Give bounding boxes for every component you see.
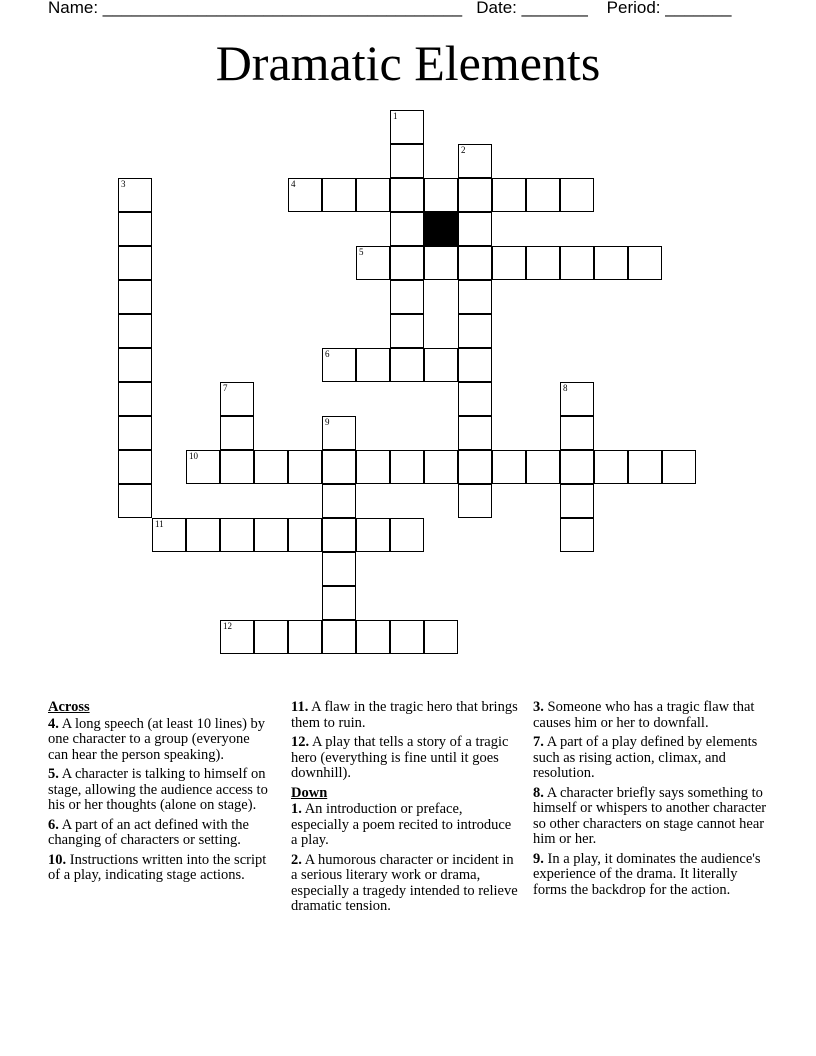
grid-cell[interactable] [458,348,492,382]
grid-cell[interactable] [424,246,458,280]
grid-cell[interactable] [288,620,322,654]
clues-column-3 [533,700,769,902]
grid-cell[interactable] [118,382,152,416]
grid-cell[interactable] [390,620,424,654]
clue-down-8 [533,786,769,848]
grid-cell[interactable] [424,620,458,654]
down-heading: Down [291,784,328,801]
grid-cell[interactable] [424,348,458,382]
grid-cell[interactable] [288,178,322,212]
grid-cell[interactable] [390,246,424,280]
grid-cell[interactable] [322,416,356,450]
clue-text: A humorous character or incident in a serious literary work or drama, especially a tragedy intended to relieve dramatic tension. [291,851,518,914]
grid-cell[interactable] [390,212,424,246]
grid-cell[interactable] [220,416,254,450]
grid-cell[interactable] [356,178,390,212]
clue-text: A play that tells a story of a tragic hero (everything is fine until it goes downhill). [291,734,509,781]
grid-cell[interactable] [186,518,220,552]
clue-text: A character briefly says something to himself or whispers to another character so other characters on stage cannot hear him or her. [533,784,767,847]
grid-cell[interactable] [458,178,492,212]
grid-cell[interactable] [322,450,356,484]
clue-across-12 [291,735,521,782]
clue-across-10 [48,853,272,884]
clue-number: 10. [48,851,67,868]
grid-cell[interactable] [288,450,322,484]
clue-down-7 [533,735,769,782]
grid-cell[interactable] [458,484,492,518]
clues-column-2 [291,700,521,919]
grid-cell[interactable] [118,450,152,484]
black-square [424,212,458,246]
clue-across-5 [48,767,272,814]
grid-cell[interactable] [594,450,628,484]
grid-cell[interactable] [322,484,356,518]
grid-cell[interactable] [390,518,424,552]
cell-number: 7 [223,383,228,393]
grid-cell[interactable] [492,246,526,280]
clue-number: 3. [533,699,544,715]
grid-cell[interactable] [526,178,560,212]
grid-cell[interactable] [288,518,322,552]
grid-cell[interactable] [458,212,492,246]
grid-cell[interactable] [390,144,424,178]
grid-cell[interactable] [424,178,458,212]
clue-text: A character is talking to himself on stage, allowing the audience access to his or her thoughts (alone on stage). [48,766,268,813]
grid-cell[interactable] [322,518,356,552]
clue-down-3 [533,700,769,731]
grid-cell[interactable] [560,450,594,484]
clue-down-2 [291,853,521,915]
grid-cell[interactable] [118,348,152,382]
clue-across-11 [291,700,521,731]
across-heading: Across [48,699,90,715]
clue-number: 4. [48,715,59,732]
clue-text: In a play, it dominates the audience's experience of the drama. It literally forms the backdrop for the action. [533,850,761,898]
grid-cell[interactable] [186,450,220,484]
grid-cell[interactable] [458,246,492,280]
grid-cell[interactable] [356,518,390,552]
grid-cell[interactable] [560,178,594,212]
grid-cell[interactable] [390,450,424,484]
grid-cell[interactable] [220,620,254,654]
clue-text: A flaw in the tragic hero that brings them to ruin. [291,699,518,731]
grid-cell[interactable] [526,450,560,484]
page-title: Dramatic Elements [215,35,601,91]
cell-number: 9 [325,417,330,427]
grid-cell[interactable] [492,178,526,212]
grid-cell[interactable] [492,450,526,484]
clue-number: 9. [533,850,544,867]
grid-cell[interactable] [118,484,152,518]
grid-cell[interactable] [220,450,254,484]
grid-cell[interactable] [662,450,696,484]
grid-cell[interactable] [356,348,390,382]
clue-text: Instructions written into the script of a play, indicating stage actions. [48,851,267,883]
cell-number: 2 [461,145,466,155]
clue-number: 6. [48,816,59,833]
grid-cell[interactable] [458,314,492,348]
clue-number: 5. [48,766,59,782]
header-fields: Name: ______________________________________ Date: _______ Period: _______ [48,0,732,17]
clue-number: 7. [533,734,544,750]
clue-across-4 [48,717,272,764]
clue-text: A part of a play defined by elements such as rising action, climax, and resolution. [533,734,758,781]
grid-cell[interactable] [560,416,594,450]
grid-cell[interactable] [458,382,492,416]
grid-cell[interactable] [560,246,594,280]
grid-cell[interactable] [322,178,356,212]
grid-cell[interactable] [322,620,356,654]
clues-column-1 [48,700,272,888]
grid-cell[interactable] [458,416,492,450]
cell-number: 11 [155,519,164,529]
grid-cell[interactable] [322,348,356,382]
cell-number: 8 [563,383,568,393]
grid-cell[interactable] [322,586,356,620]
grid-cell[interactable] [118,314,152,348]
clue-down-9 [533,852,769,899]
grid-cell[interactable] [390,178,424,212]
cell-number: 12 [223,621,232,631]
clue-text: Someone who has a tragic flaw that causes him or her to downfall. [533,699,755,731]
grid-cell[interactable] [356,450,390,484]
grid-cell[interactable] [356,620,390,654]
clue-text: A long speech (at least 10 lines) by one character to a group (everyone can hear the person speaking). [48,715,266,763]
cell-number: 1 [393,111,398,121]
grid-cell[interactable] [118,246,152,280]
clue-down-1 [291,802,521,849]
grid-cell[interactable] [390,280,424,314]
grid-cell[interactable] [220,382,254,416]
clue-text: A part of an act defined with the changing of characters or setting. [48,816,249,848]
grid-cell[interactable] [254,620,288,654]
grid-cell[interactable] [390,348,424,382]
cell-number: 3 [121,179,126,189]
grid-cell[interactable] [254,450,288,484]
grid-cell[interactable] [118,280,152,314]
grid-cell[interactable] [458,450,492,484]
cell-number: 4 [291,179,296,189]
clue-across-6 [48,818,272,849]
clue-number: 11. [291,699,309,715]
grid-cell[interactable] [458,144,492,178]
cell-number: 10 [189,451,198,461]
cell-number: 6 [325,349,330,359]
grid-cell[interactable] [560,484,594,518]
grid-cell[interactable] [458,280,492,314]
grid-cell[interactable] [254,518,288,552]
grid-cell[interactable] [390,110,424,144]
grid-cell[interactable] [220,518,254,552]
clue-number: 12. [291,734,310,750]
grid-cell[interactable] [594,246,628,280]
grid-cell[interactable] [424,450,458,484]
grid-cell[interactable] [356,246,390,280]
grid-cell[interactable] [322,552,356,586]
grid-cell[interactable] [560,382,594,416]
clue-number: 8. [533,784,544,801]
clue-text: An introduction or preface, especially a poem recited to introduce a play. [291,801,512,848]
grid-cell[interactable] [526,246,560,280]
grid-cell[interactable] [560,518,594,552]
grid-cell[interactable] [628,246,662,280]
grid-cell[interactable] [390,314,424,348]
cell-number: 5 [359,247,364,257]
clue-number: 1. [291,801,302,817]
grid-cell[interactable] [152,518,186,552]
grid-cell[interactable] [118,178,152,212]
clue-number: 2. [291,851,302,868]
grid-cell[interactable] [118,212,152,246]
grid-cell[interactable] [628,450,662,484]
grid-cell[interactable] [118,416,152,450]
